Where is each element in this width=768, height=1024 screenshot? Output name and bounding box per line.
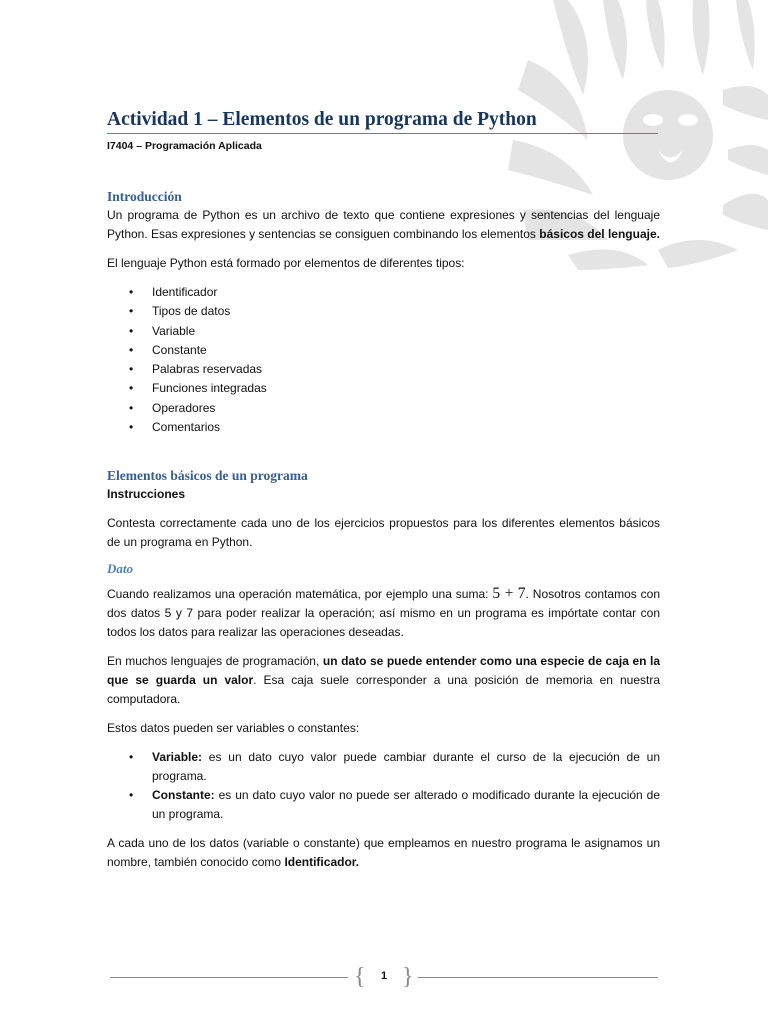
list-item: • Constante — [129, 342, 207, 357]
page-number: 1 — [380, 970, 388, 982]
footer-rule-right — [418, 977, 658, 978]
list-item: • Palabras reservadas — [129, 362, 263, 377]
intro-paragraph-1: Un programa de Python es un archivo de texto que contiene expresiones y sentencias del lenguaje Python. Esas expresiones y sentencias se consiguen combinando los elementos básicos del lenguaje. — [107, 208, 660, 241]
element-types-list — [107, 283, 660, 437]
dato-paragraph-3: Estos datos pueden ser variables o constantes: — [107, 721, 360, 736]
heading-introduccion: Introducción — [107, 189, 182, 204]
heading-elementos-basicos: Elementos básicos de un programa — [107, 468, 308, 484]
dato-paragraph-2: En muchos lenguajes de programación, un dato se puede entender como una especie de caja en la que se guarda un valor. Esa caja suele corresponder a una posición de memoria en nuestra computadora. — [107, 654, 660, 707]
document-title: Actividad 1 – Elementos de un programa de Python — [107, 109, 537, 130]
title-underline — [107, 133, 658, 134]
heading-dato: Dato — [107, 561, 133, 577]
document-body — [107, 108, 660, 872]
course-subtitle: I7404 – Programación Aplicada — [107, 140, 262, 152]
footer-brace-right: } — [402, 964, 414, 990]
list-item-constante: • Constante: es un dato cuyo valor no puede ser alterado o modificado durante la ejecución de un programa. — [129, 788, 660, 822]
list-item: • Tipos de datos — [129, 304, 231, 319]
list-item: • Funciones integradas — [129, 381, 267, 396]
data-kinds-list — [107, 748, 660, 824]
intro-paragraph-2: El lenguaje Python está formado por elementos de diferentes tipos: — [107, 256, 465, 270]
dato-paragraph-4: A cada uno de los datos (variable o constante) que empleamos en nuestro programa le asignamos un nombre, también conocido como Identificador. — [107, 836, 660, 870]
footer-brace-left: { — [354, 964, 366, 990]
page-footer — [110, 962, 658, 992]
math-expression: 5 + 7 — [492, 585, 526, 603]
instructions-title: Instrucciones — [107, 487, 186, 502]
instructions-text: Contesta correctamente cada uno de los ejercicios propuestos para los diferentes elementos básicos de un programa en Python. — [107, 516, 660, 550]
list-item-variable: • Variable: es un dato cuyo valor puede cambiar durante el curso de la ejecución de un programa. — [129, 750, 660, 784]
list-item: • Comentarios — [129, 420, 221, 435]
footer-rule-left — [110, 977, 348, 978]
dato-paragraph-1: Cuando realizamos una operación matemática, por ejemplo una suma: 5 + 7. Nosotros contamos con dos datos 5 y 7 para poder realizar la operación; así mismo en un programa es impórtate contar con todos los datos para realizar las operaciones deseadas. — [107, 585, 660, 640]
list-item: • Variable — [129, 323, 196, 338]
list-item: • Identificador — [129, 285, 218, 299]
list-item: • Operadores — [129, 400, 216, 415]
